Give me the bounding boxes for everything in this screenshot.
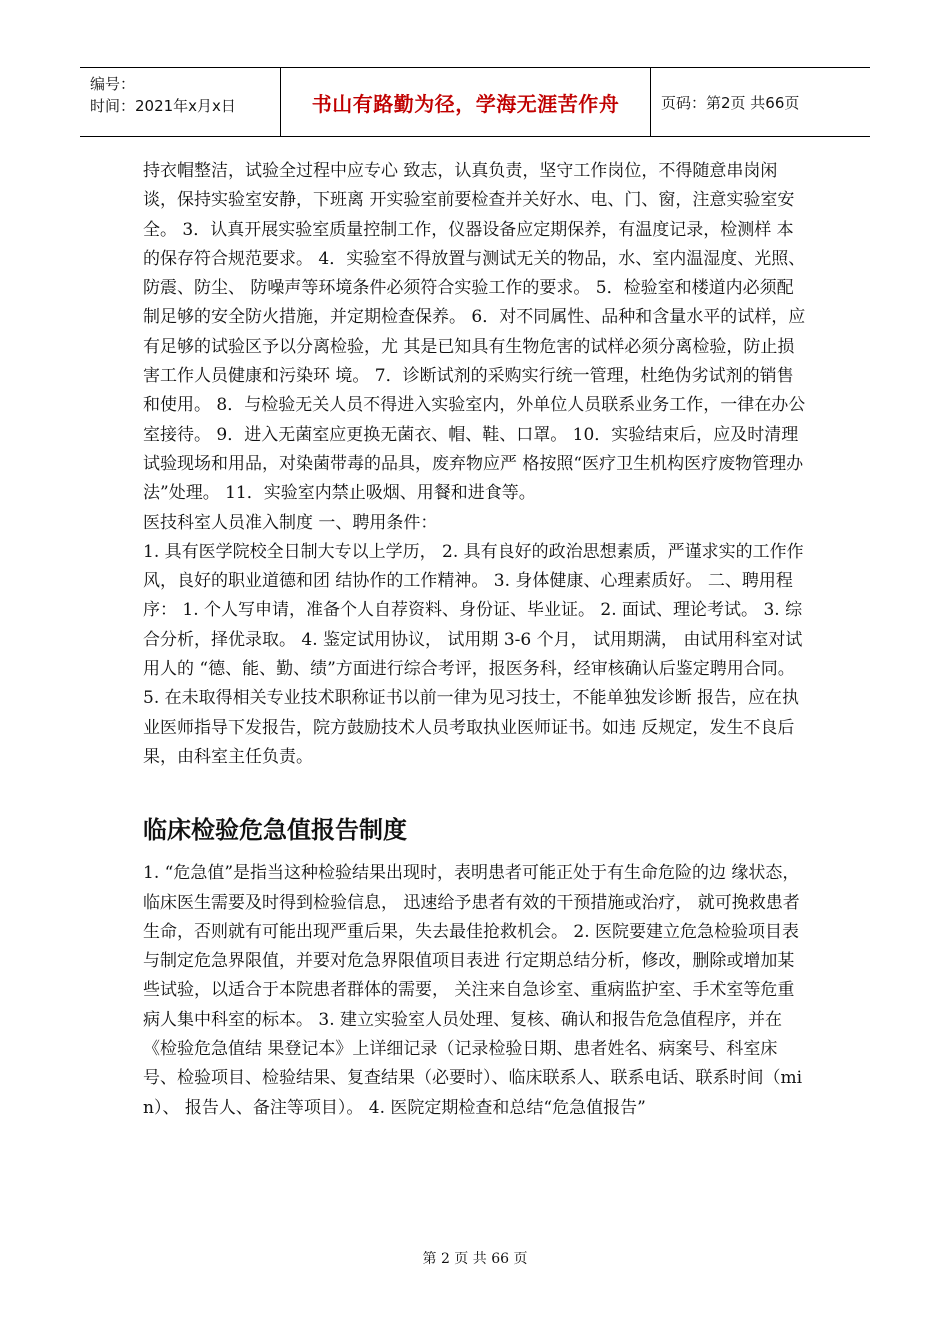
section-heading: 临床检验危急值报告制度 [143, 816, 407, 845]
document-body [143, 157, 808, 1123]
number-label: 编号： [90, 75, 136, 93]
time-label: 时间：2021年x月x日 [90, 97, 236, 115]
paragraph-admission-title: 医技科室人员准入制度 一、聘用条件： [143, 512, 438, 533]
paragraph-lab-rules: 持衣帽整洁，试验全过程中应专心 致志，认真负责，坚守工作岗位，不得随意串岗闲谈，保持实验室安静，下班离 开实验室前要检查并关好水、电、门、窗，注意实验室安全。 3．认真开展实验室质量控制工作，仪器设备应定期保养，有温度记录，检测样 本的保存符合规范要求。 4．实验室不得放置与测试无关的物品，水、室内温湿度、光照、防震、防尘、 防噪声等环境条件必须符合实验工作的要求。 5．检验室和楼道内必须配制足够的安全防火措施，并定期检查保养。 6．对不同属性、品种和含量水平的试样，应有足够的试验区予以分离检验，尤 其是已知具有生物危害的试样必须分离检验，防止损害工作人员健康和污染环 境。 7．诊断试剂的采购实行统一管理，杜绝伪劣试剂的销售和使用。 8．与检验无关人员不得进入实验室内，外单位人员联系业务工作，一律在办公 室接待。 9．进入无菌室应更换无菌衣、帽、鞋、口罩。 10．实验结束后，应及时清理试验现场和用品，对染菌带毒的品具，废弃物应严 格按照“医疗卫生机构医疗废物管理办法”处理。 11．实验室内禁止吸烟、用餐和进食等。 [143, 161, 806, 504]
header-page-label: 页码：第2页 共66页 [661, 93, 800, 112]
header-meta [80, 68, 281, 136]
header-motto: 书山有路勤为径，学海无涯苦作舟 [281, 68, 651, 136]
paragraph-critical-value: 1. “危急值”是指当这种检验结果出现时，表明患者可能正处于有生命危险的边 缘状态， 临床医生需要及时得到检验信息， 迅速给予患者有效的干预措施或治疗， 就可挽救患者生命，否则就有可能出现严重后果，失去最佳抢救机会。 2. 医院要建立危急检验项目表与制定危急界限值，并要对危急界限值项目表进 行定期总结分析，修改，删除或增加某些试验，以适合于本院患者群体的需要， 关注来自急诊室、重病监护室、手术室等危重病人集中科室的标本。 3. 建立实验室人员处理、复核、确认和报告危急值程序，并在《检验危急值结 果登记本》上详细记录（记录检验日期、患者姓名、病案号、科室床号、检验项目、检验结果、复查结果（必要时）、临床联系人、联系电话、联系时间（min）、 报告人、备注等项目）。 4. 医院定期检查和总结“危急值报告” [143, 863, 803, 1118]
page-footer: 第 2 页 共 66 页 [422, 1251, 528, 1267]
page-header [80, 67, 870, 137]
paragraph-admission-rules: 1. 具有医学院校全日制大专以上学历， 2. 具有良好的政治思想素质，严谨求实的工作作风，良好的职业道德和团 结协作的工作精神。 3. 身体健康、心理素质好。 二、聘用程序： 1. 个人写申请，准备个人自荐资料、身份证、毕业证。 2. 面试、理论考试。 3. 综合分析，择优录取。 4. 鉴定试用协议， 试用期 3-6 个月， 试用期满， 由试用科室对试用人的 “德、能、勤、绩”方面进行综合考评，报医务科，经审核确认后鉴定聘用合同。 5. 在未取得相关专业技术职称证书以前一律为见习技士，不能单独发诊断 报告，应在执业医师指导下发报告，院方鼓励技术人员考取执业医师证书。如违 反规定，发生不良后果，由科室主任负责。 [143, 541, 804, 767]
